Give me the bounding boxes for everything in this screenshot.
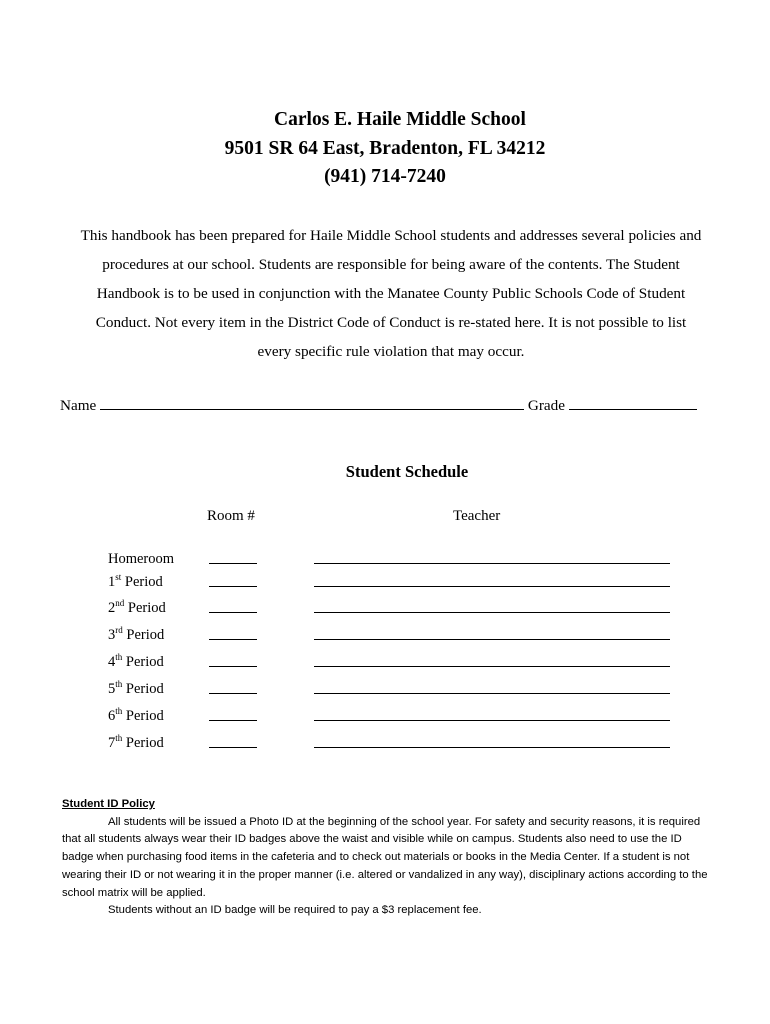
room-column-header: Room # — [207, 508, 255, 524]
period-label: 2nd Period — [108, 598, 166, 616]
schedule-row — [108, 652, 208, 671]
schedule-row — [108, 733, 208, 752]
teacher-field[interactable] — [314, 563, 670, 564]
teacher-field[interactable] — [314, 720, 670, 721]
grade-field[interactable] — [569, 394, 697, 410]
teacher-field[interactable] — [314, 612, 670, 613]
period-label: 1st Period — [108, 572, 163, 590]
schedule-title: Student Schedule — [345, 462, 469, 481]
teacher-field[interactable] — [314, 586, 670, 587]
policy-paragraph: All students will be issued a Photo ID at the beginning of the school year. For safety and security reasons, it is required that all students always wear their ID badges above the waist and visible while on campus. Students also need to use the ID badge when purchasing food items in the cafeteria and to check out materials or books in the Media Center. If a student is not wearing their ID or not wearing it in the proper manner (i.e. altered or vandalized in any way), disciplinary actions according to the school matrix will be applied. — [62, 815, 708, 899]
period-label: Homeroom — [108, 550, 175, 567]
period-label: 4th Period — [108, 652, 164, 670]
teacher-column-header: Teacher — [453, 508, 501, 524]
name-label: Name — [60, 397, 97, 414]
teacher-field[interactable] — [314, 747, 670, 748]
schedule-row — [108, 549, 208, 568]
teacher-field[interactable] — [314, 693, 670, 694]
period-label: 7th Period — [108, 733, 164, 751]
room-field[interactable] — [209, 720, 257, 721]
room-field[interactable] — [209, 563, 257, 564]
schedule-row — [108, 706, 208, 725]
room-field[interactable] — [209, 639, 257, 640]
intro-paragraph: This handbook has been prepared for Haile Middle School students and addresses several policies and procedures at our school. Students are responsible for being aware of the contents. The Student Handbook is to be used in conjunction with the Manatee County Public Schools Code of Student Conduct. Not every item in the District Code of Conduct is re-stated here. It is not possible to list every specific rule violation that may occur. — [80, 227, 702, 360]
room-field[interactable] — [209, 747, 257, 748]
period-label: 6th Period — [108, 706, 164, 724]
school-address: 9501 SR 64 East, Bradenton, FL 34212 — [224, 137, 546, 159]
room-field[interactable] — [209, 693, 257, 694]
schedule-row — [108, 572, 208, 591]
room-field[interactable] — [209, 612, 257, 613]
schedule-row — [108, 625, 208, 644]
name-grade-row — [60, 394, 708, 415]
period-label: 3rd Period — [108, 625, 165, 643]
grade-label: Grade — [527, 397, 565, 414]
schedule-row — [108, 598, 208, 617]
teacher-field[interactable] — [314, 639, 670, 640]
school-header — [0, 106, 770, 192]
policy-fee-paragraph: Students without an ID badge will be required to pay a $3 replacement fee. — [108, 904, 482, 917]
school-name: Carlos E. Haile Middle School — [274, 109, 526, 130]
policy-title: Student ID Policy — [62, 798, 155, 810]
room-field[interactable] — [209, 586, 257, 587]
teacher-field[interactable] — [314, 666, 670, 667]
id-policy-section — [62, 796, 710, 920]
schedule-row — [108, 679, 208, 698]
room-field[interactable] — [209, 666, 257, 667]
period-label: 5th Period — [108, 679, 164, 697]
school-phone: (941) 714-7240 — [324, 166, 446, 187]
name-field[interactable] — [100, 394, 524, 410]
